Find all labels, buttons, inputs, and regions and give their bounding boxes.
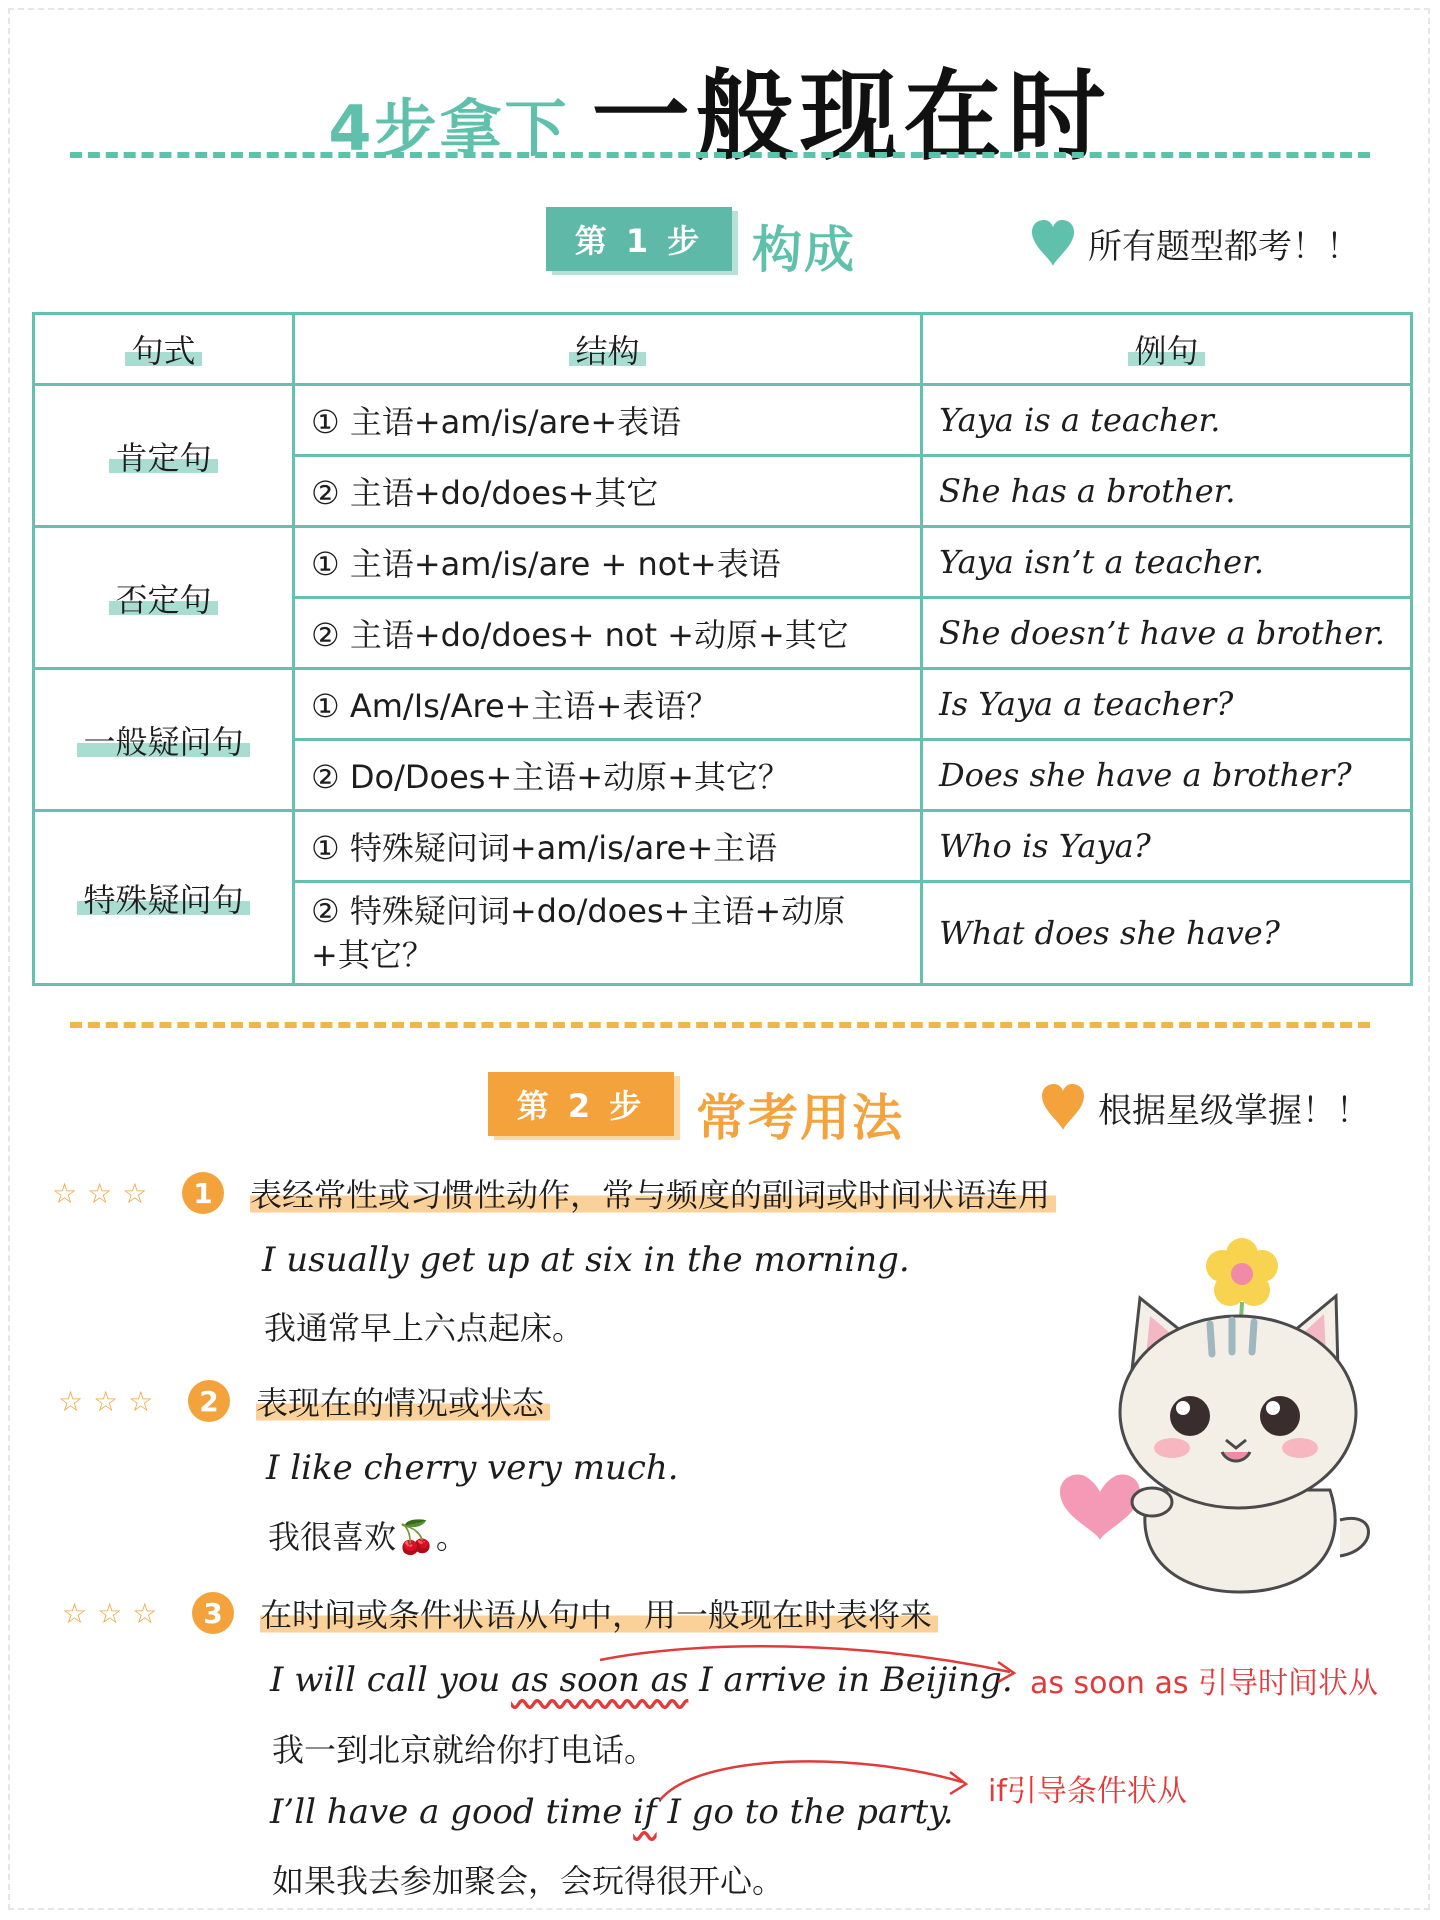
star-rating: ☆☆☆ <box>62 1596 168 1630</box>
step1-badge: 第 1 步 <box>546 207 732 271</box>
example-cell: What does she have? <box>922 882 1412 985</box>
example-cell: Yaya isn’t a teacher. <box>922 527 1412 598</box>
step2-heading: 常考用法 <box>696 1089 904 1147</box>
structure-cell: ① 主语+am/is/are + not+表语 <box>294 527 922 598</box>
rule-text: 表现在的情况或状态 <box>256 1378 550 1424</box>
rule-text: 表经常性或习惯性动作，常与频度的副词或时间状语连用 <box>250 1170 1056 1216</box>
example-cell: Who is Yaya? <box>922 811 1412 882</box>
step1-note-text: 所有题型都考！！ <box>1088 226 1360 267</box>
title-prefix: 4步拿下 <box>328 92 570 165</box>
example-cell: Is Yaya a teacher? <box>922 669 1412 740</box>
structure-cell: ① 特殊疑问词+am/is/are+主语 <box>294 811 922 882</box>
annotation-time-clause: as soon as 引导时间状从 <box>1030 1666 1378 1701</box>
cat-icon <box>1120 1296 1369 1592</box>
example-english: I will call you as soon as I arrive in Beijing. <box>270 1660 1013 1700</box>
heart-icon <box>1060 1474 1140 1540</box>
example-chinese: 我一到北京就给你打电话。 <box>272 1731 657 1769</box>
marked-phrase: as soon as <box>511 1660 689 1700</box>
example-chinese: 我通常早上六点起床。 <box>264 1309 585 1347</box>
title-main: 一般现在时 <box>591 60 1112 174</box>
number-badge: 1 <box>182 1172 224 1214</box>
example-cell: She has a brother. <box>922 456 1412 527</box>
example-english: I like cherry very much. <box>266 1448 679 1488</box>
structure-cell: ② 主语+do/does+其它 <box>294 456 922 527</box>
example-english: I’ll have a good time if I go to the party. <box>270 1792 954 1832</box>
sentence-type-label: 特殊疑问句 <box>34 811 294 985</box>
example-cell: Does she have a brother? <box>922 740 1412 811</box>
cat-illustration <box>1040 1220 1380 1600</box>
structure-cell: ② 特殊疑问词+do/does+主语+动原+其它？ <box>294 882 922 985</box>
table-header: 句式 <box>34 314 294 385</box>
example-chinese: 如果我去参加聚会，会玩得很开心。 <box>272 1862 785 1900</box>
star-rating: ☆☆☆ <box>52 1176 158 1210</box>
table-header: 例句 <box>922 314 1412 385</box>
structure-cell: ② 主语+do/does+ not +动原+其它 <box>294 598 922 669</box>
structure-cell: ② Do/Does+主语+动原+其它？ <box>294 740 922 811</box>
table-header: 结构 <box>294 314 922 385</box>
step1-heading: 构成 <box>752 221 856 279</box>
sentence-type-label: 否定句 <box>34 527 294 669</box>
step2-note-text: 根据星级掌握！！ <box>1098 1090 1370 1131</box>
step2-badge: 第 2 步 <box>488 1072 674 1136</box>
structure-cell: ① Am/Is/Are+主语+表语？ <box>294 669 922 740</box>
sentence-type-label: 肯定句 <box>34 385 294 527</box>
number-badge: 2 <box>188 1380 230 1422</box>
example-cell: Yaya is a teacher. <box>922 385 1412 456</box>
sentence-type-label: 一般疑问句 <box>34 669 294 811</box>
star-rating: ☆☆☆ <box>58 1384 164 1418</box>
annotation-condition-clause: if引导条件状从 <box>988 1774 1187 1809</box>
rule-text: 在时间或条件状语从句中，用一般现在时表将来 <box>260 1590 938 1636</box>
number-badge: 3 <box>192 1592 234 1634</box>
example-english: I usually get up at six in the morning. <box>262 1240 910 1280</box>
structure-cell: ① 主语+am/is/are+表语 <box>294 385 922 456</box>
example-chinese: 我很喜欢🍒。 <box>268 1518 468 1556</box>
example-cell: She doesn’t have a brother. <box>922 598 1412 669</box>
marked-phrase: if <box>633 1792 657 1832</box>
